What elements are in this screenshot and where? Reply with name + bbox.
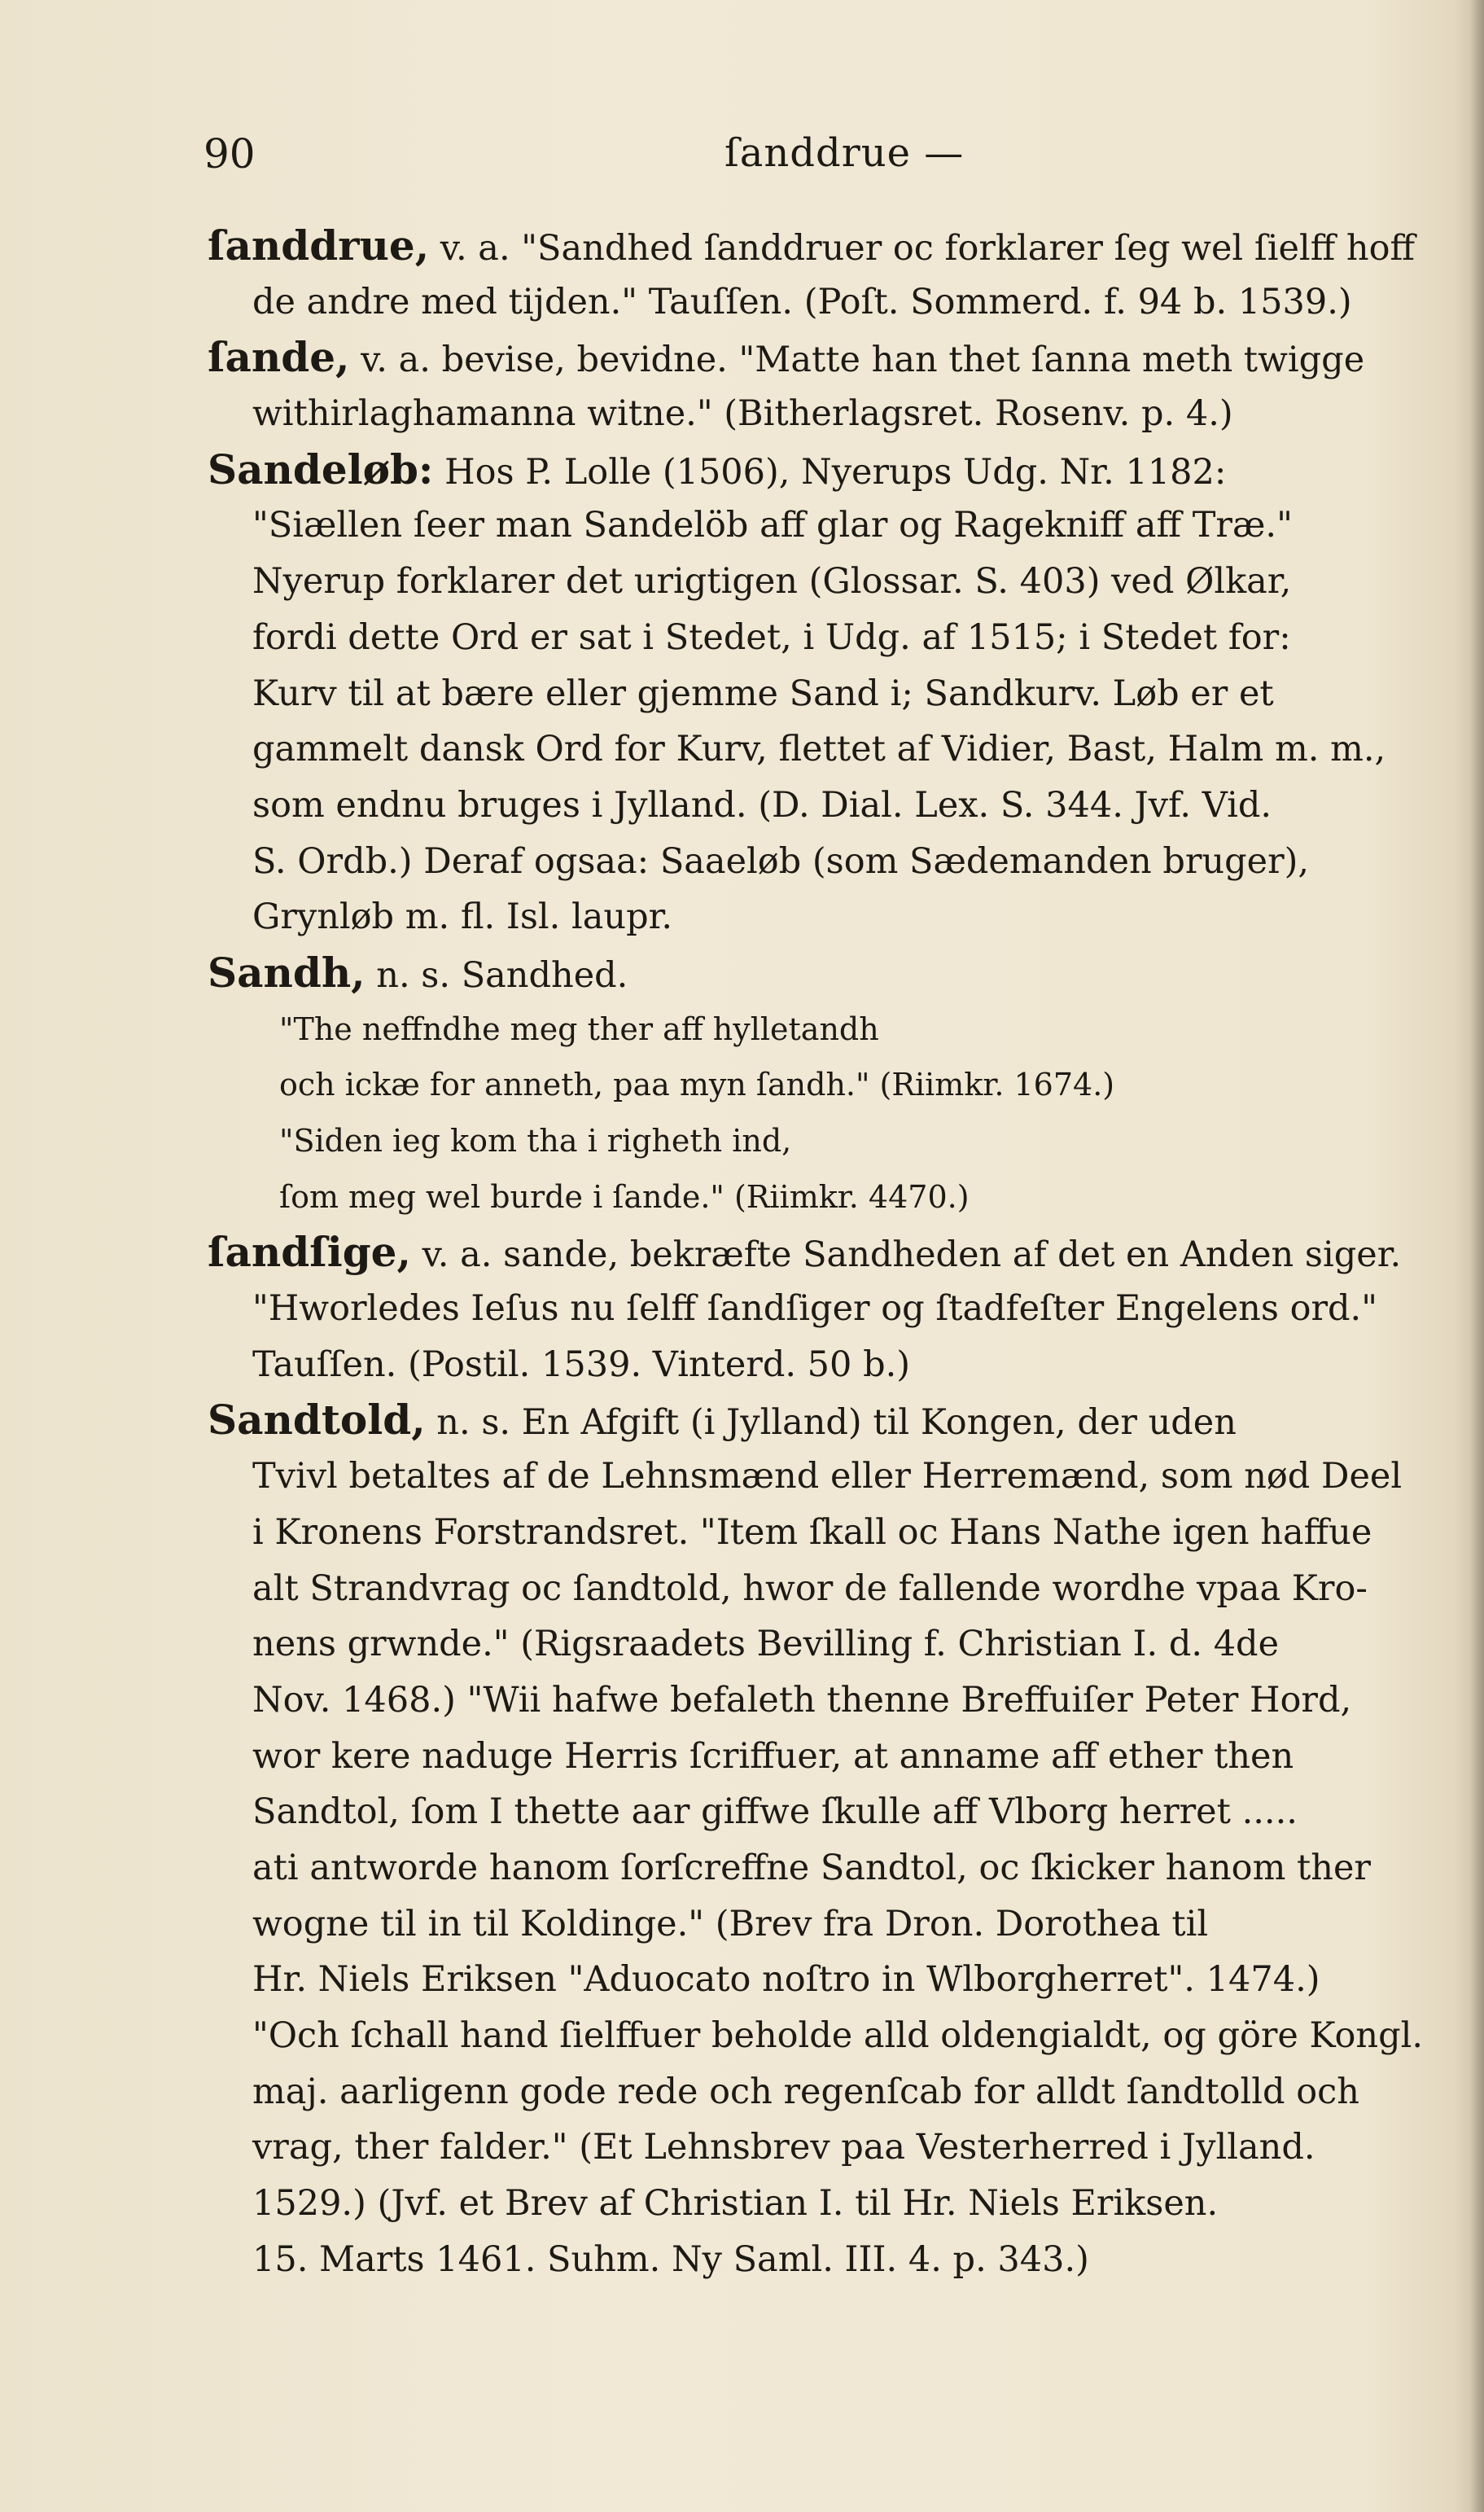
text-line [208, 2008, 1429, 2064]
line-text: Nov. 1468.) "Wii hafwe befaleth thenne Breffuiſer Peter Hord, [252, 1679, 1352, 1721]
line-text: Kurv til at bære eller gjemme Sand i; Sandkurv. Løb er et [252, 673, 1274, 714]
text-line [208, 1337, 1429, 1393]
text-line [208, 1057, 1429, 1113]
headword: ſandſige, [208, 1228, 411, 1277]
entry-head-line [208, 442, 1429, 498]
line-text: maj. aarligenn gode rede och regenſcab for alldt ſandtolld och [252, 2071, 1359, 2112]
line-text: n. s. En Afgift (i Jylland) til Kongen, der uden [425, 1402, 1237, 1444]
text-line [208, 666, 1429, 722]
headword: Sandeløb: [208, 445, 434, 493]
line-text: withirlaghamanna witne." (Bitherlagsret. Rosenv. p. 4.) [252, 393, 1233, 435]
text-line [208, 1616, 1429, 1672]
line-text: nens grwnde." (Rigsraadets Bevilling f. Christian I. d. 4de [252, 1624, 1280, 1665]
line-text: "The neffndhe meg ther aff hylletandh [279, 1010, 879, 1047]
text-line [208, 1113, 1429, 1169]
text-line [208, 2064, 1429, 2120]
line-text: fordi dette Ord er sat i Stedet, i Udg. af 1515; i Stedet for: [252, 616, 1291, 658]
text-line [208, 1952, 1429, 2008]
text-line [208, 1169, 1429, 1225]
line-text: "Och ſchall hand ſielffuer beholde alld oldengialdt, og göre Kongl. [252, 2015, 1424, 2056]
line-text: Nyerup forklarer det urigtigen (Glossar. S. 403) ved Ølkar, [252, 561, 1292, 603]
line-text: 1529.) (Jvf. et Brev af Christian I. til Hr. Niels Eriksen. [252, 2183, 1219, 2225]
text-line [208, 274, 1429, 331]
page-edge [1469, 0, 1484, 2512]
line-text: v. a. bevise, bevidne. "Matte han thet ſanna meth twigge [349, 340, 1365, 381]
text-line [208, 1672, 1429, 1729]
text-line [208, 1784, 1429, 1840]
text-line [208, 778, 1429, 834]
text-line [208, 1561, 1429, 1617]
page-number: 90 [204, 130, 256, 178]
text-line [208, 2176, 1429, 2232]
entry-head-line [208, 330, 1429, 386]
text-line [208, 2120, 1429, 2176]
line-text: Grynløb m. fl. Isl. laupr. [252, 897, 673, 938]
text-line [208, 1505, 1429, 1561]
line-text: n. s. Sandhed. [365, 954, 628, 996]
line-text: ati antworde hanom ſorſcreffne Sandtol, oc ſkicker hanom ther [252, 1847, 1371, 1888]
entry-head-line [208, 945, 1429, 1002]
line-text: "Hworledes Ieſus nu ſelff ſandſiger og ſtadfeſter Engelens ord." [252, 1288, 1378, 1330]
line-text: Sandtol, ſom I thette aar giffwe ſkulle aff Vlborg herret ..... [252, 1791, 1298, 1833]
text-line [208, 386, 1429, 442]
line-text: v. a. sande, bekræfte Sandheden af det en Anden siger. [410, 1234, 1402, 1276]
line-text: och ickæ for anneth, paa myn ſandh." (Riimkr. 1674.) [279, 1067, 1115, 1103]
line-text: vrag, ther falder." (Et Lehnsbrev paa Vesterherred i Jylland. [252, 2127, 1315, 2168]
line-text: wogne til in til Koldinge." (Brev fra Dron. Dorothea til [252, 1903, 1209, 1944]
line-text: S. Ordb.) Deraf ogsaa: Saaeløb (som Sædemanden bruger), [252, 840, 1310, 882]
text-line [208, 2232, 1429, 2288]
running-head: ſanddrue — [724, 130, 965, 176]
line-text: Tauſſen. (Postil. 1539. Vinterd. 50 b.) [252, 1344, 911, 1385]
line-text: de andre med tijden." Tauſſen. (Poſt. Sommerd. f. 94 b. 1539.) [252, 281, 1352, 322]
line-text: 15. Marts 1461. Suhm. Ny Saml. III. 4. p. 343.) [252, 2238, 1089, 2280]
text-line [208, 834, 1429, 890]
entry-head-line [208, 1225, 1429, 1281]
headword: Sandtold, [208, 1396, 426, 1445]
entry-head-line [208, 218, 1429, 274]
dictionary-entries [208, 218, 1429, 2287]
text-line [208, 1002, 1429, 1058]
line-text: Hos P. Lolle (1506), Nyerups Udg. Nr. 1182: [433, 451, 1227, 493]
entry-head-line [208, 1392, 1429, 1449]
line-text: wor kere naduge Herris ſcriffuer, at anname aff ether then [252, 1735, 1294, 1777]
text-line [208, 1449, 1429, 1505]
text-line [208, 498, 1429, 554]
text-line [208, 610, 1429, 666]
text-line [208, 721, 1429, 778]
line-text: "Siællen ſeer man Sandelöb aff glar og Ragekniff aff Træ." [252, 505, 1293, 546]
text-line [208, 1840, 1429, 1896]
text-line [208, 889, 1429, 945]
line-text: som endnu bruges i Jylland. (D. Dial. Lex. S. 344. Jvf. Vid. [252, 784, 1272, 826]
line-text: Hr. Niels Eriksen "Aduocato noſtro in Wlborgherret". 1474.) [252, 1959, 1320, 2001]
line-text: v. a. "Sandhed ſanddruer oc forklarer ſeg wel ſielff hoff [429, 228, 1416, 269]
headword: ſanddrue, [208, 221, 430, 270]
headword: ſande, [208, 333, 350, 382]
text-line [208, 1281, 1429, 1337]
line-text: Tvivl betaltes af de Lehnsmænd eller Herremænd, som nød Deel [252, 1456, 1403, 1497]
text-line [208, 1729, 1429, 1785]
line-text: "Siden ieg kom tha i righeth ind, [279, 1123, 792, 1159]
headword: Sandh, [208, 948, 366, 997]
line-text: ſom meg wel burde i ſande." (Riimkr. 4470.) [279, 1178, 970, 1215]
text-line [208, 1896, 1429, 1953]
page-header [204, 122, 1433, 187]
text-line [208, 554, 1429, 610]
line-text: i Kronens Forstrandsret. "Item ſkall oc Hans Nathe igen haffue [252, 1511, 1372, 1553]
line-text: alt Strandvrag oc ſandtold, hwor de fallende wordhe vpaa Kro- [252, 1567, 1368, 1609]
line-text: gammelt dansk Ord for Kurv, flettet af Vidier, Bast, Halm m. m., [252, 729, 1386, 770]
